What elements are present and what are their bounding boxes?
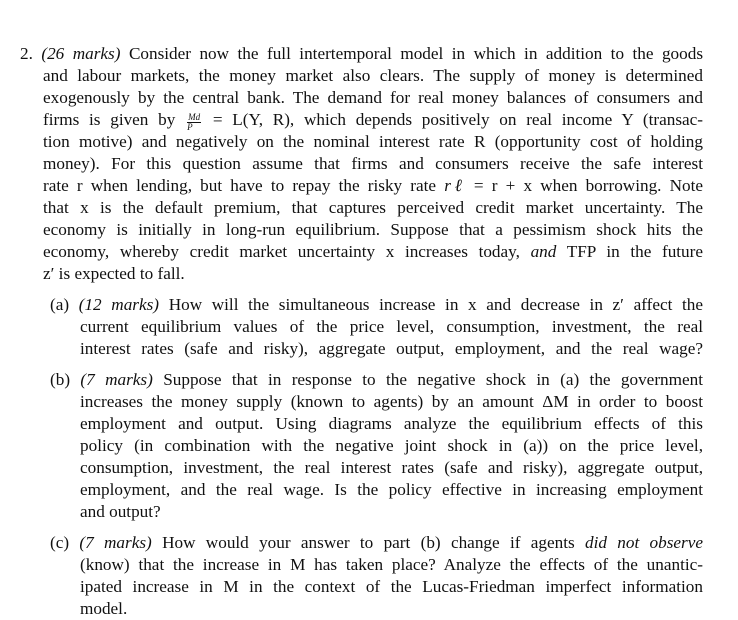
part-c-line-1: (c) (7 marks) How would your answer to part (b) change if agents did not observe: [50, 533, 703, 552]
part-b-line-1: (b) (7 marks) Suppose that in response to the negative shock in (a) the government: [50, 370, 703, 389]
question-number: 2.: [20, 44, 33, 63]
part-b-marks: (7 marks): [80, 370, 153, 389]
part-b-line-5: consumption, investment, the real interest rates (safe and risky), aggregate output,: [80, 458, 703, 477]
money-demand-fraction: $\frac{Md}{P}$: [187, 112, 201, 132]
part-c-line-4: model.: [80, 599, 128, 618]
question-line-4: firms is given by $\frac{Md}{P}$ = L(Y, R), which depends positively on real income Y (transac-: [43, 110, 704, 132]
question-marks: (26 marks): [41, 44, 121, 63]
question-line-11: z′ is expected to fall.: [43, 264, 185, 283]
part-c-marks: (7 marks): [79, 533, 152, 552]
question-line-3: exogenously by the central bank. The demand for real money balances of consumers and: [43, 88, 703, 107]
part-b-line-2: increases the money supply (known to agents) by an amount ΔM in order to boost: [80, 392, 703, 411]
question-line-6: money). For this question assume that firms and consumers receive the safe interest: [43, 154, 703, 173]
question-line-2: and labour markets, the money market also clears. The supply of money is determined: [43, 66, 703, 85]
part-b-line-6: employment, and the real wage. Is the policy effective in increasing employment: [80, 480, 703, 499]
question-line-5: tion motive) and negatively on the nominal interest rate R (opportunity cost of holding: [43, 132, 703, 151]
question-line-10: economy, whereby credit market uncertainty x increases today, and TFP in the future: [43, 242, 704, 261]
part-b-line-3: employment and output. Using diagrams analyze the equilibrium effects of this: [80, 414, 703, 433]
question-line-9: economy is initially in long-run equilibrium. Suppose that a pessimism shock hits the: [43, 220, 703, 239]
part-a-marks: (12 marks): [78, 295, 160, 314]
part-b-line-7: and output?: [80, 502, 161, 521]
question-line-1: 2. (26 marks) Consider now the full intertemporal model in which in addition to the goods: [20, 44, 704, 63]
part-a-line-1: (a) (12 marks) How will the simultaneous increase in x and decrease in z′ affect the: [50, 295, 704, 314]
part-c-line-2: (know) that the increase in M has taken place? Analyze the effects of the unantic-: [80, 555, 703, 574]
part-a-line-3: interest rates (safe and risky), aggregate output, employment, and the real wage?: [80, 339, 703, 358]
question-line-7: rate r when lending, but have to repay the risky rate rℓ = r + x when borrowing. Note: [43, 176, 704, 195]
part-b-line-4: policy (in combination with the negative joint shock in (a)) on the price level,: [80, 436, 703, 455]
part-c-line-3: ipated increase in M in the context of the Lucas-Friedman imperfect information: [80, 577, 703, 596]
part-c-label: (c): [50, 533, 70, 552]
part-b-label: (b): [50, 370, 71, 389]
part-a-line-2: current equilibrium values of the price level, consumption, investment, the real: [80, 317, 703, 336]
part-a-label: (a): [50, 295, 70, 314]
question-line-8: that x is the default premium, that captures perceived credit market uncertainty. The: [43, 198, 703, 217]
